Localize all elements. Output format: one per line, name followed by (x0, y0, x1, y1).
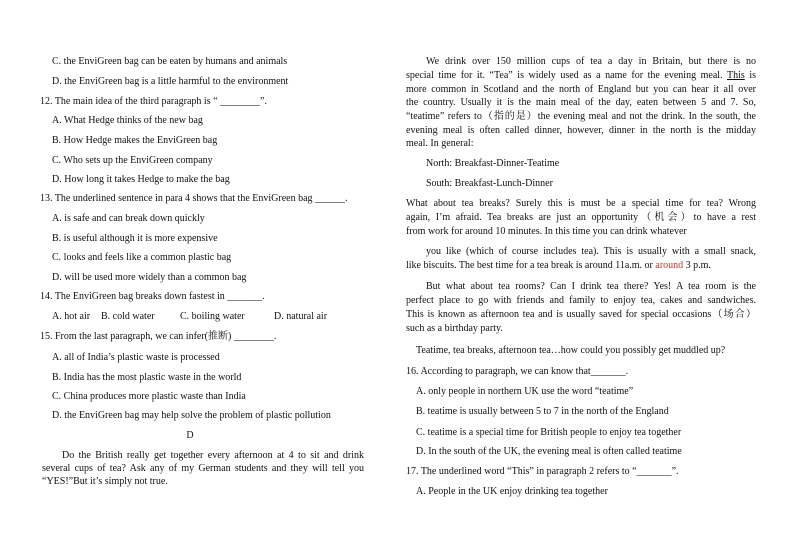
q16-option-a[interactable]: A. only people in northern UK use the word “teatime” (416, 386, 634, 397)
q17-stem: 17. The underlined word “This” in paragraph 2 refers to “_______”. (406, 466, 679, 477)
underlined-word-this: This (726, 70, 745, 81)
para3-line-2: perfect place to go with friends and family to enjoy tea, cakes and sandwiches. (406, 295, 756, 306)
para1-line-7: meal. In general: (406, 138, 474, 149)
highlighted-word-around: around (655, 260, 684, 271)
para2-line-2: again, I’m afraid. Tea breaks are just an opportunity（机会）to have a rest (406, 212, 756, 223)
para1-line-5: “teatime” refers to（指的是）the evening meal and not the drink. In the south, the (406, 111, 756, 122)
q12-option-b[interactable]: B. How Hedge makes the EnviGreen bag (52, 135, 218, 146)
section-label-d: D (186, 430, 194, 441)
para1-line-6: evening meal is often called dinner, however, dinner in the north is the midday (406, 125, 756, 136)
q12-option-d[interactable]: D. How long it takes Hedge to make the bag (52, 174, 230, 185)
q12-option-a[interactable]: A. What Hedge thinks of the new bag (52, 115, 203, 126)
q13-option-b[interactable]: B. is useful although it is more expensive (52, 233, 218, 244)
para2-line-5-tail: 3 p.m. (683, 260, 711, 271)
q15-option-a[interactable]: A. all of India’s plastic waste is processed (52, 352, 220, 363)
q15-stem: 15. From the last paragraph, we can infer(推断) ________. (40, 331, 277, 342)
q11-option-c[interactable]: C. the EnviGreen bag can be eaten by humans and animals (52, 56, 288, 67)
meal-pattern-south: South: Breakfast-Lunch-Dinner (426, 178, 553, 189)
q15-option-b[interactable]: B. India has the most plastic waste in the world (52, 372, 242, 383)
q13-option-d[interactable]: D. will be used more widely than a common bag (52, 272, 247, 283)
q13-option-c[interactable]: C. looks and feels like a common plastic bag (52, 252, 232, 263)
q16-option-b[interactable]: B. teatime is usually between 5 to 7 in the north of the England (416, 406, 669, 417)
q13-stem: 13. The underlined sentence in para 4 shows that the EnviGreen bag ______. (40, 193, 348, 204)
q15-option-d[interactable]: D. the EnviGreen bag may help solve the problem of plastic pollution (52, 410, 331, 421)
q11-option-d[interactable]: D. the EnviGreen bag is a little harmful to the environment (52, 76, 289, 87)
passage-d-line-2: several cups of tea? Ask any of my German students and they will tell you (42, 463, 364, 474)
para2-line-3: from work for around 10 minutes. In this time you can drink whatever (406, 226, 687, 237)
q14-stem: 14. The EnviGreen bag breaks down fastest in _______. (40, 291, 265, 302)
q14-option-a[interactable]: A. hot air (52, 311, 91, 322)
q16-option-c[interactable]: C. teatime is a special time for British people to enjoy tea together (416, 427, 682, 438)
q15-option-c[interactable]: C. China produces more plastic waste than India (52, 391, 246, 402)
para1-line-2-tail: is (744, 70, 757, 81)
para1-line-4: the country. Usually it is the main meal of the day, eaten between 5 and 7. So, (406, 97, 756, 108)
para2-line-1: What about tea breaks? Surely this is must be a special time for tea? Wrong (406, 198, 756, 209)
meal-pattern-north: North: Breakfast-Dinner-Teatime (426, 158, 560, 169)
q16-option-d[interactable]: D. In the south of the UK, the evening meal is often called teatime (416, 446, 682, 457)
para1-line-2 (406, 70, 756, 82)
para2-line-4: you like (which of course includes tea). This is usually with a small snack, (426, 246, 756, 257)
passage-d-line-3: “YES!”But it’s simply not true. (42, 476, 168, 487)
q12-stem: 12. The main idea of the third paragraph is “ ________”. (40, 96, 267, 107)
para1-line-2-text: special time for it. “Tea” is widely used as a name for the evening meal. (406, 70, 727, 81)
para2-line-5 (406, 260, 711, 272)
para4-line: Teatime, tea breaks, afternoon tea…how could you possibly get muddled up? (416, 345, 726, 356)
para1-line-3: more common in Scotland and the north of England but you can hear it all over (406, 84, 756, 95)
q14-option-b[interactable]: B. cold water (101, 311, 155, 322)
q14-option-c[interactable]: C. boiling water (180, 311, 245, 322)
q12-option-c[interactable]: C. Who sets up the EnviGreen company (52, 155, 213, 166)
para3-line-4: such as a birthday party. (406, 323, 503, 334)
passage-d-line-1: Do the British really get together every afternoon at 4 to sit and drink (62, 450, 364, 461)
para2-line-5-text: like biscuits. The best time for a tea break is around 11a.m. or (406, 260, 656, 271)
q13-option-a[interactable]: A. is safe and can break down quickly (52, 213, 205, 224)
q17-option-a[interactable]: A. People in the UK enjoy drinking tea together (416, 486, 608, 497)
para1-line-1: We drink over 150 million cups of tea a day in Britain, but there is no (426, 56, 756, 67)
para3-line-1: But what about tea rooms? Can I drink tea there? Yes! A tea room is the (426, 281, 756, 292)
para3-line-3: This is known as afternoon tea and is usually saved for special occasions（场合） (406, 309, 756, 320)
q14-option-d[interactable]: D. natural air (274, 311, 328, 322)
q16-stem: 16. According to paragraph, we can know that_______. (406, 366, 629, 377)
